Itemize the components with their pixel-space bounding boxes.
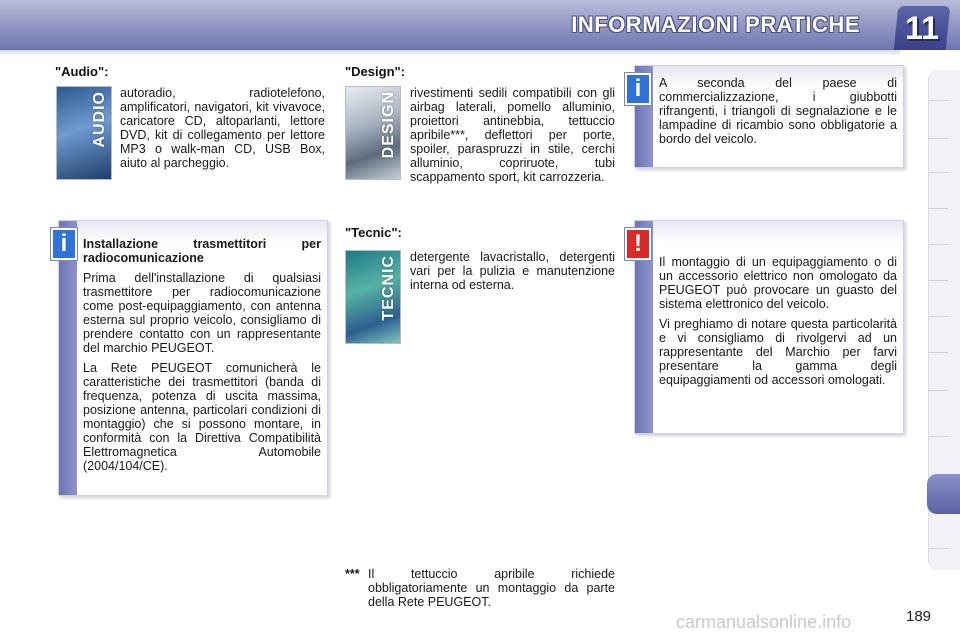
tab-divider <box>928 280 948 281</box>
info-box-transmitters-content <box>83 237 321 479</box>
active-chapter-tab[interactable] <box>927 474 960 514</box>
audio-thumbnail-label: AUDIO <box>91 91 108 148</box>
footnote-mark: *** <box>345 567 360 581</box>
design-heading: "Design": <box>345 64 405 79</box>
audio-heading: "Audio": <box>55 64 109 79</box>
tecnic-thumbnail <box>345 250 401 344</box>
info-box-stripe <box>59 221 77 495</box>
info-box-transmitters <box>58 220 328 496</box>
warning-box <box>634 220 904 434</box>
info-box-transmitters-paragraph-2: La Rete PEUGEOT comunicherà le caratteristiche dei trasmettitori (banda di frequenza, potenza di uscita massima, posizione antenna, particolari condizioni di montaggio) che si possono montare, in conformità con la Direttiva Compatibilità Elettromagnetica Automobile (2004/104/CE). <box>83 361 321 473</box>
tab-divider <box>928 390 948 391</box>
tab-divider <box>928 172 948 173</box>
tab-divider <box>928 138 948 139</box>
audio-description: autoradio, radiotelefono, amplificatori, navigatori, kit vivavoce, caricatore CD, altoparlanti, lettore DVD, kit di collegamento per lettore MP3 o walk-man CD, USB Box, aiuto al parcheggio. <box>120 86 325 170</box>
footnote-text: Il tettuccio apribile richiede obbligatoriamente un montaggio da parte della Rete PEUGEOT. <box>368 567 615 609</box>
tab-divider <box>928 352 948 353</box>
warning-box-paragraph-1: Il montaggio di un equipaggiamento o di un accessorio elettrico non omologato da PEUGEOT può provocare un guasto del sistema elettronico del veicolo. <box>659 255 897 311</box>
tab-divider <box>928 244 948 245</box>
info-box-transmitters-heading: Installazione trasmettitori per radiocomunicazione <box>83 237 321 265</box>
audio-thumbnail <box>56 86 112 180</box>
tab-divider <box>928 548 948 549</box>
tab-divider <box>928 436 948 437</box>
tecnic-thumbnail-label: TECNIC <box>380 255 397 321</box>
tecnic-description: detergente lavacristallo, detergenti vari per la pulizia e manutenzione interna od esterna. <box>410 250 615 292</box>
design-thumbnail-label: DESIGN <box>380 91 397 159</box>
warning-icon: ! <box>625 228 651 260</box>
tab-divider <box>928 208 948 209</box>
warning-box-paragraph-2: Vi preghiamo di notare questa particolarità e vi consigliamo di rivolgervi ad un rappresentante del Marchio per farvi presentare la gamma degli equipaggiamenti od accessori omologati. <box>659 317 897 387</box>
page-title: INFORMAZIONI PRATICHE <box>571 12 860 37</box>
tab-divider <box>928 316 948 317</box>
info-icon: i <box>625 73 651 105</box>
page-number: 189 <box>906 608 932 625</box>
info-box-transmitters-paragraph-1: Prima dell'installazione di qualsiasi trasmettitore per radiocomunicazione come post-equipaggiamento, con antenna esterna sul proprio veicolo, consigliamo di prendere contatto con un rappresentante del marchio PEUGEOT. <box>83 271 321 355</box>
header-stripe <box>0 50 900 55</box>
tab-divider <box>928 100 948 101</box>
design-description: rivestimenti sedili compatibili con gli airbag laterali, pomello alluminio, proiettori antinebbia, tettuccio apribile***, deflettori per porte, spoiler, paraspruzzi in stile, cerchi alluminio, copriruote, tubi scappamento sport, kit carrozzeria. <box>410 86 615 184</box>
design-thumbnail <box>345 86 401 180</box>
tecnic-heading: "Tecnic": <box>345 225 402 240</box>
info-icon: i <box>51 228 77 260</box>
warning-box-fade <box>653 221 903 243</box>
info-box-equipment <box>634 65 904 168</box>
watermark: carmanualsonline.info <box>676 612 852 632</box>
warning-box-content <box>659 255 897 393</box>
chapter-number: 11 <box>905 10 939 46</box>
info-box-equipment-text: A seconda del paese di commercializzazione, i giubbotti rifrangenti, i triangoli di segnalazione e le lampadine di ricambio sono obbligatorie a bordo del veicolo. <box>659 76 897 146</box>
